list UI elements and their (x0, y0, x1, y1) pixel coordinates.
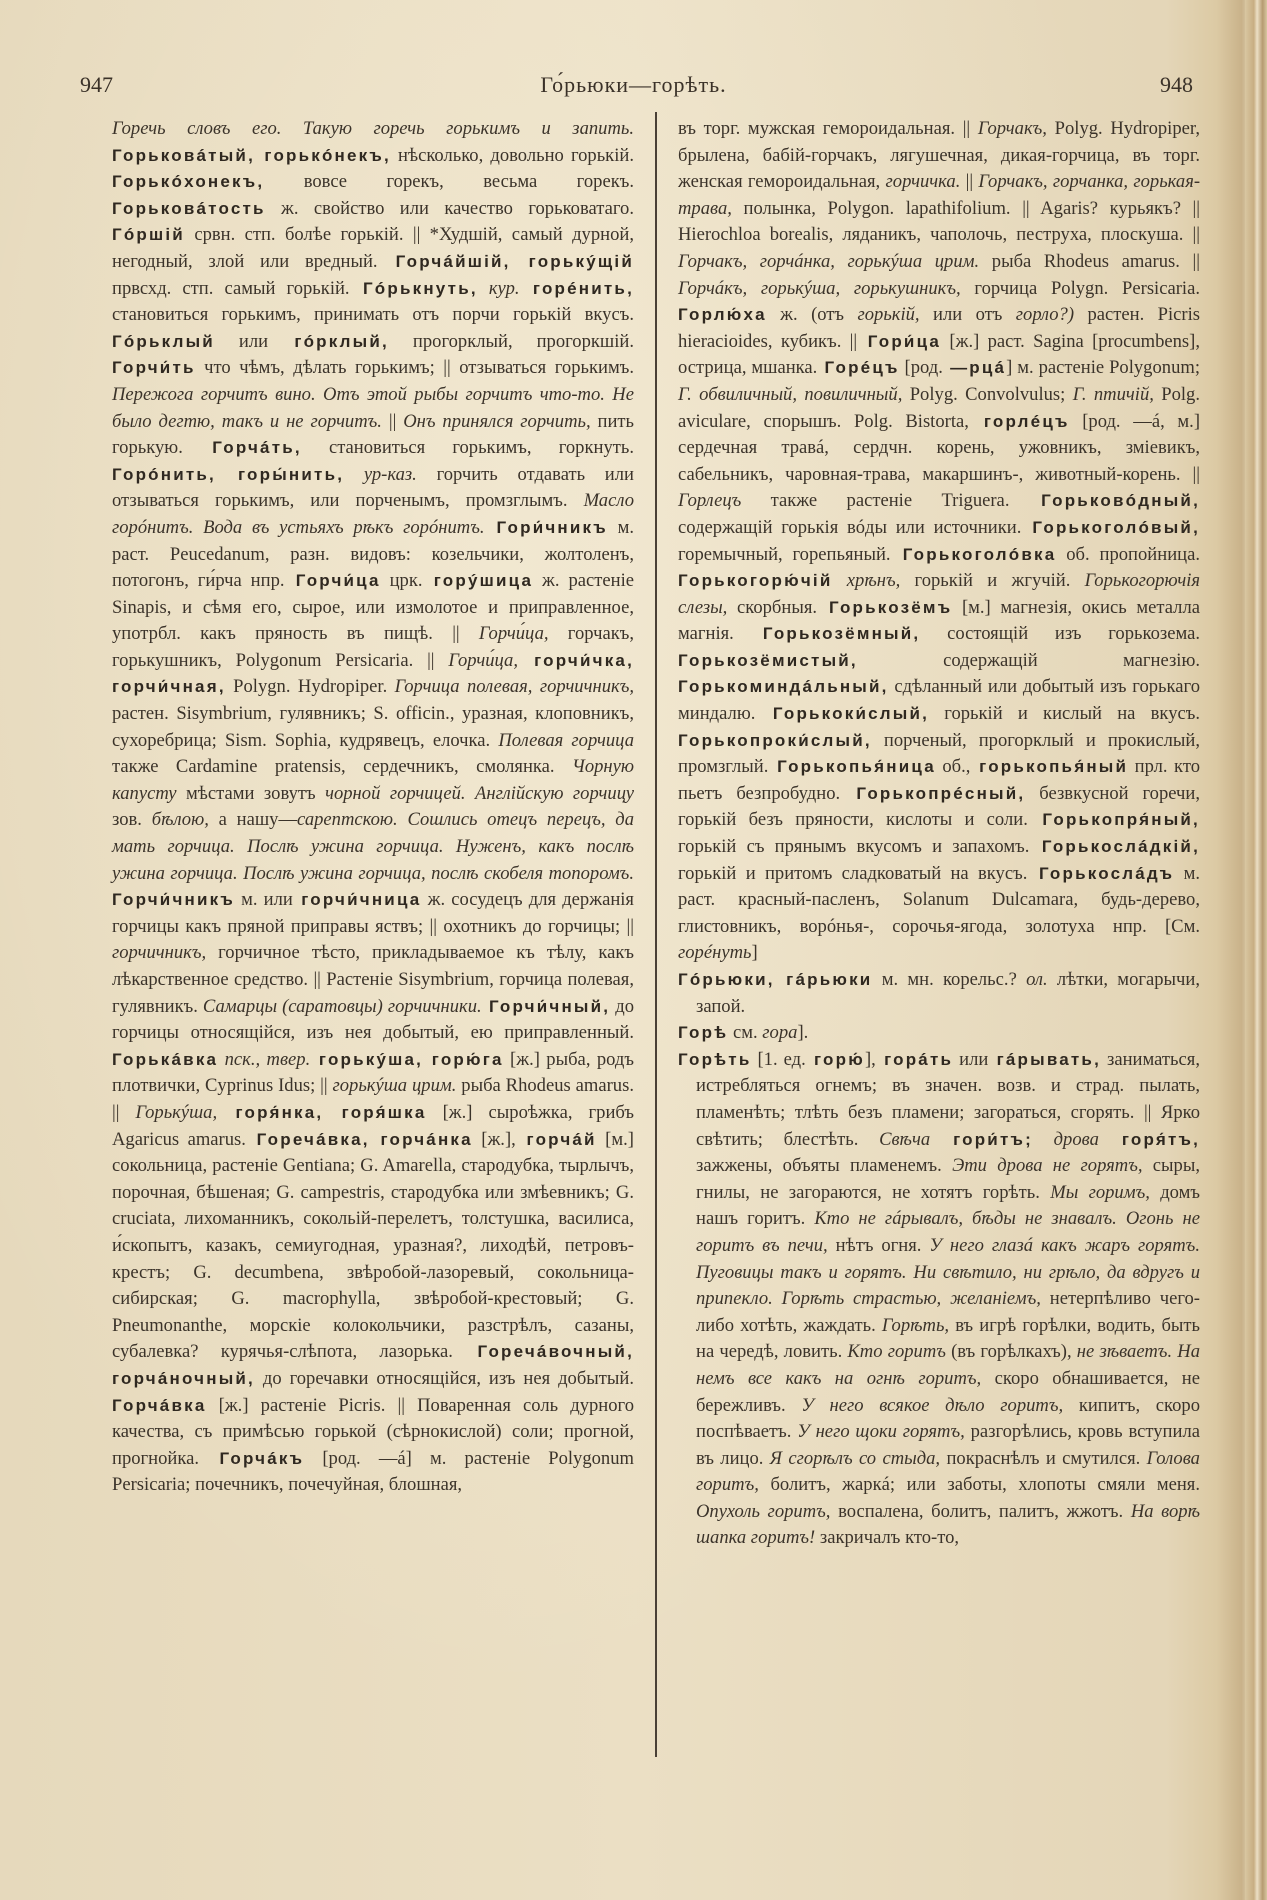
headword: Гóрьклый (112, 331, 215, 351)
example-text: Голова горитъ, (696, 1447, 1200, 1496)
example-text: горéнуть (678, 942, 752, 964)
definition-text: пить горькую. (112, 410, 635, 459)
headword: Горчáть, (182, 438, 302, 458)
definition-text: [м.] сокольница, растеніе Gentiana; G. Amarella, стародубка, тырлычъ, порочная, бѣшеная; G. campestris, стародубка или змѣевникъ; G. cruciata, лихоманникъ, сокольій-перелетъ, толстушка, василиса, и́скопытъ, казакъ, семиугодная, уразная?, лиходѣй, петровъ-крестъ; G. decumbena, звѣробой-лазоревый, сокольница-сибирская; G. macrophylla, звѣробой-крестовый; G. Pneumonanthe, морскіе колокольчики, разстрѣлъ, сазаны, субалевка? курячья-слѣпота, лазорька. (112, 1128, 634, 1363)
definition-text: лѣтки, могарычи, запой. (696, 969, 1200, 1017)
example-text: Горчи́ца, (434, 649, 518, 671)
column-divider (655, 112, 657, 1757)
example-text: Горчакъ, горчанка, горькая-трава, (678, 171, 1201, 219)
dictionary-entry (678, 967, 1200, 1020)
example-text: горчичникъ, (112, 942, 207, 964)
example-text: дрова (1032, 1128, 1099, 1150)
definition-text: [ж.] раст. Sagina [procumbens], острица, мшанка. (678, 330, 1201, 379)
definition-text: [ж.] рыба, родъ плотвички, Cyprinus Idus; || (112, 1048, 634, 1097)
definition-text: мѣстами зовутъ (176, 782, 316, 804)
definition-text: нѣтъ огня. (827, 1234, 922, 1256)
definition-text: становиться горькимъ, горкнуть. (301, 437, 634, 459)
definition-text: сдѣланный или добытый изъ горькаго миндалю. (678, 676, 1200, 725)
definition-text: прогорклый, прогоркшій. (388, 330, 634, 352)
headword: горлéцъ (968, 411, 1070, 431)
headword: Горчáкъ (199, 1448, 305, 1468)
definition-text: горчичное тѣсто, прикладываемое къ тѣлу, какъ лѣкарственное средство. || Растеніе Sisymbrium, горчица полевая, гулявникъ. (112, 942, 634, 1017)
definition-text: сыры, гнилы, не загораются, не хотятъ горѣть. (696, 1155, 1200, 1203)
example-text: Чорную капусту (112, 756, 635, 804)
headword: —рцá (942, 358, 1007, 378)
definition-text: срвн. стп. болѣе горькій. || *Худшій, самый дурной, негодный, злой или вредный. (112, 224, 634, 272)
definition-text: что чѣмъ, дѣлать горькимъ; || отзываться горькимъ. (195, 357, 634, 379)
definition-text: полынка, Polygon. lapathifolium. || Agaris? курьякъ? || Hierochloa borealis, ляданикъ, чаполочь, пеструха, плоскуша. || (678, 197, 1200, 246)
definition-text: болитъ, жаркá; или заботы, хлопоты смяли меня. (758, 1474, 1200, 1496)
example-text: У него глазá какъ жаръ горятъ. Пуговицы такъ и горятъ. Ни свѣтило, ни грѣло, да вдругъ и припекло. Горѣть страстью, желаніемъ, (696, 1234, 1200, 1310)
page-number-right: 948 (1160, 72, 1193, 97)
example-text: Горчáкъ, горькýша, горькушникъ, (678, 277, 961, 299)
example-text: Онъ принялся горчить, (396, 410, 591, 432)
headword: горáть (875, 1049, 954, 1069)
example-text: пск., твер. (218, 1048, 311, 1070)
definition-text: [род. —á] м. растеніе Polygonum Persicaria; почечникъ, почечуйная, блошная, (112, 1447, 634, 1496)
definition-text: ] м. растеніе Polygonum; (1006, 357, 1201, 379)
example-text: У него щоки горятъ, (791, 1421, 965, 1443)
definition-text: рыба Rhodeus amarus. || (112, 1075, 634, 1123)
example-text: Полевая горчица (490, 729, 635, 751)
headword: гáрывать, (988, 1049, 1102, 1069)
definition-text: содержащій магнезію. (857, 649, 1200, 671)
page-edge (1245, 0, 1267, 1900)
headword: Горькогорю́чій (678, 571, 833, 591)
example-text: Кто горитъ (842, 1341, 946, 1363)
definition-text: ж. (отъ (766, 304, 845, 326)
definition-text: горькій и кислый на вкусъ. (929, 703, 1201, 725)
headword: горькýша, горю́га (310, 1049, 504, 1069)
example-text: горькій, (844, 304, 920, 326)
headword: Горькослáдъ (1027, 863, 1175, 883)
example-text: Кто не гáрывалъ, бѣды не знавалъ. Огонь не горитъ въ печи, (696, 1208, 1200, 1256)
headword: Горчи́чный, (481, 996, 611, 1016)
headword: горчи́чка, горчи́чная, (112, 650, 634, 697)
definition-text: безвкусной горечи, горькій безъ пряности, кислоты и соли. (678, 782, 1200, 831)
example-text: горло?) (1002, 304, 1075, 326)
headword: горя́нка, горя́шка (217, 1102, 427, 1122)
definition-text: порченый, прогорклый и прокислый, промзглый. (678, 729, 1200, 778)
example-text: горчичка. (880, 171, 961, 193)
definition-text: [род. —á, м.] сердечная травá, сердчн. корень, ужовникъ, зміевикъ, сабельникъ, чаровная-трава, макаршинъ-, животный-корень. || (678, 410, 1201, 485)
definition-text: [род. (899, 357, 943, 379)
definition-text: [1. ед. (751, 1048, 806, 1070)
definition-text: кипитъ, скоро поспѣваетъ. (696, 1394, 1200, 1443)
definition-text: [м.] магнезія, окись металла магнія. (678, 596, 1200, 645)
definition-text: ]. (797, 1022, 809, 1044)
headword: Горечáвка, горчáнка (245, 1129, 473, 1149)
example-text: Горчица полевая, горчичникъ, (387, 676, 634, 698)
headword: Горчи́чникъ (112, 890, 235, 910)
definition-text: м. мн. корельс.? (872, 969, 1017, 990)
headword: Горькоки́слый, (755, 704, 930, 724)
definition-text: м. раст. Peucedanum, разн. видовъ: козельчики, жолтоленъ, потогонъ, ги́рча нпр. (112, 516, 634, 592)
definition-text: ж. растеніе Sinapis, и сѣмя его, сырое, или измолотое и приправленное, употрбл. какъ пряность въ пищѣ. || (112, 570, 635, 645)
definition-text: закричалъ кто-то, (815, 1527, 960, 1549)
headword: горчáй (515, 1129, 597, 1149)
headword: Горчáвка (112, 1395, 207, 1415)
headword: Горькозёмный, (733, 624, 921, 644)
example-text: сарептскою. Сошлись отецъ перецъ, да мать горчица. Послѣ ужина горчица. Нуженъ, какъ послѣ ужина горчица. Послѣ ужина горчица, послѣ скобеля топоромъ. (112, 809, 634, 884)
example-text: Пережога горчитъ вино. Отъ этой рыбы горчитъ что-то. Не было дегтю, такъ и не горчитъ. (112, 383, 634, 432)
definition-text: содержащій горькія вóды или источники. (678, 516, 1022, 538)
example-text: Горчи́ца, (459, 623, 549, 645)
headword: Горькопря́ный, (1027, 810, 1200, 830)
definition-text: ж. сосудецъ для держанія горчицы какъ пряной приправы яствъ; || охотникъ до горчицы; || (112, 889, 634, 937)
definition-text: горькій съ прянымъ вкусомъ и запахомъ. (678, 836, 1030, 858)
example-text: Горькýша, (119, 1101, 218, 1123)
headword: горéнить, (519, 278, 634, 298)
headword: горýшица (422, 571, 534, 591)
definition-text: въ торг. мужская гемороидальная. || (678, 118, 971, 139)
example-text: Горлецъ (678, 490, 742, 512)
headword: Горькáвка (112, 1049, 219, 1069)
headword: горя́тъ, (1098, 1129, 1201, 1149)
headword: Горѣ (678, 1023, 729, 1043)
headword: Горéцъ (817, 358, 900, 378)
example-text: Горчакъ, (970, 118, 1047, 139)
headword: Горькопроки́слый, (678, 730, 872, 750)
headword: Горѣть (678, 1049, 752, 1069)
headword: Горькóхонекъ, (112, 172, 265, 192)
definition-text: растен. Sisymbrium, гулявникъ; S. officin., уразная, клоповникъ, сухоребрица; Sism. Sophia, кудрявецъ, елочка. (112, 703, 634, 751)
example-text: Масло горóнитъ. Вода въ устьяхъ рѣкъ горóнитъ. (112, 490, 634, 538)
definition-text: въ игрѣ горѣлки, водить, быть на чередѣ, ловить. (696, 1314, 1201, 1363)
example-text: ур-каз. (344, 463, 417, 485)
definition-text: до горчицы относящійся, изъ нея добытый, ею приправленный. (112, 995, 634, 1044)
definition-text: Polyg. Convolvulus; (902, 383, 1066, 405)
headword: Горькопрéсный, (840, 783, 1026, 803)
headword: Горькоминдáльный, (678, 677, 889, 697)
definition-text: ] (751, 942, 758, 964)
definition-text: || (381, 410, 397, 432)
definition-text: првсхд. стп. самый горькій. (112, 277, 350, 299)
running-title: Го́рьюки—горѣть. (540, 72, 727, 97)
definition-text: горемычный, горепьяный. (678, 543, 891, 565)
definition-text: или (214, 330, 269, 352)
example-text: Г. обвиличный, повиличный, (678, 383, 903, 405)
definition-text: покраснѣлъ и смутился. (940, 1447, 1141, 1469)
example-text: Горѣть, (875, 1314, 950, 1336)
headword: Горлю́ха (678, 305, 767, 325)
headword: Горькоголóвый, (1021, 517, 1200, 537)
definition-text: (въ горѣлкахъ), (945, 1341, 1072, 1363)
definition-text: а нашу— (208, 809, 298, 831)
definition-text: прл. кто пьетъ безпробудно. (678, 756, 1200, 804)
definition-text: горчица Polygn. Persicaria. (960, 277, 1200, 299)
definition-text: или отъ (919, 304, 1003, 326)
column-right (678, 116, 1200, 1552)
definition-text: Polyg. Hydropiper, брылена, бабій-горчакъ, лягушечная, дикая-горчица, въ торг. женская гемороидальная, (678, 118, 1200, 193)
dictionary-entry (678, 1020, 1200, 1047)
headword: Горькоголóвка (890, 544, 1057, 564)
headword: Гóрькнуть, (349, 278, 478, 298)
dictionary-entry (678, 1047, 1200, 1552)
definition-text: рыба Rhodeus amarus. || (979, 250, 1200, 272)
definition-text: зажжены, объяты пламенемъ. (696, 1155, 942, 1177)
headword: Горóнить, горы́нить, (112, 464, 345, 484)
example-text: Г. птичій, (1065, 383, 1154, 405)
headword: гóрклый, (268, 331, 389, 351)
definition-text: м. или (234, 889, 293, 911)
definition-text: Polg. aviculare, спорышъ. Polg. Bistorta, (678, 383, 1200, 432)
definition-text: горчить отдавать или отзываться горькимъ, или порченымъ, промзглымъ. (112, 463, 634, 512)
definition-text: состоящій изъ горькозема. (920, 623, 1201, 645)
column-right-text (678, 116, 1200, 967)
example-text: Эти дрова не горятъ, (941, 1155, 1143, 1177)
definition-text: разгорѣлись, кровь вступила въ лицо. (696, 1421, 1200, 1469)
definition-text: [ж.] растеніе Picris. || Поваренная соль дурного качества, съ примѣсью горькой (сѣрнокислой) соли; прогной, прогнойка. (112, 1394, 634, 1469)
definition-text: вовсе горекъ, весьма горекъ. (264, 171, 634, 193)
definition-text: также растеніе Triguera. (741, 490, 1010, 512)
definition-text: становиться горькимъ, принимать отъ порчи горькій вкусъ. (112, 304, 634, 326)
example-text: Горчакъ, горчáнка, горькýша црим. (678, 250, 980, 272)
definition-text: до горечавки относящійся, изъ нея добытый. (255, 1367, 634, 1389)
definition-text: нетерпѣливо чего-либо хотѣть, жаждать. (696, 1288, 1200, 1336)
headword: Гори́ца (857, 331, 942, 351)
definition-text: ж. свойство или качество горьковатаго. (265, 197, 634, 219)
definition-text: или (953, 1048, 989, 1070)
headword: Горькопья́ница (768, 757, 936, 777)
headword: Горьковáтость (112, 198, 266, 218)
headword: горю́ (805, 1049, 865, 1069)
definition-text: нѣсколько, довольно горькій. (390, 144, 634, 166)
headword: Горчи́ть (112, 358, 196, 378)
column-left (112, 116, 634, 1499)
definition-text: горькій и жгучій. (900, 570, 1071, 592)
example-text: Я сгорѣлъ со стыда, (763, 1447, 941, 1469)
example-text: не зѣваетъ. На немъ все какъ на огнѣ горитъ, (696, 1341, 1200, 1389)
headword: Горечáвочный, горчáночный, (112, 1342, 634, 1388)
example-text: Самарцы (саратовцы) горчичники. (197, 995, 482, 1017)
headword: горчи́чница (292, 890, 422, 910)
example-text: Мы горимъ, (1039, 1181, 1150, 1203)
definition-text: об. пропойница. (1056, 543, 1200, 565)
definition-text: домъ нашъ горитъ. (696, 1181, 1200, 1230)
definition-text: Polygn. Hydropiper. (225, 676, 388, 698)
example-text: Опухоль горитъ, (696, 1500, 831, 1522)
definition-text: об., (935, 756, 971, 778)
example-text: горькýша црим. (327, 1075, 457, 1097)
headword: гори́тъ; (930, 1129, 1033, 1149)
example-text: Горечь словъ его. Такую горечь горькимъ и запить. (112, 118, 634, 139)
headword: Горькослáдкій, (1029, 837, 1200, 857)
definition-text: зов. (112, 809, 142, 831)
example-text: хрѣнъ, (832, 570, 901, 592)
definition-text: [ж.] сыроѣжка, грибъ Agaricus amarus. (112, 1101, 635, 1150)
example-text: бѣлою, (141, 809, 209, 831)
definition-text: црк. (380, 570, 423, 592)
headword: Горчи́ца (284, 571, 381, 591)
example-text: Свѣча (858, 1128, 931, 1150)
definition-text: растен. Picris hieracioides, кубикъ. || (678, 304, 1200, 352)
headword: Горьковóдный, (1009, 491, 1200, 511)
column-left-text (112, 116, 634, 1499)
definition-text: || (960, 171, 974, 193)
example-text: ол. (1016, 969, 1048, 990)
headword: горькопья́ный (970, 757, 1129, 777)
definition-text: также Cardamine pratensis, сердечникъ, смолянка. (112, 756, 555, 778)
headword: Горчáйшій, горькýщій (377, 251, 634, 271)
page-number-left: 947 (80, 72, 113, 97)
headword: Гóршій (112, 225, 185, 245)
definition-text: м. раст. красный-пасленъ, Solanum Dulcamara, будь-дерево, глистовникъ, ворóнья-, сорочья-ягода, золотуха нпр. [См. (678, 862, 1200, 937)
headword: Горьковáтый, горькóнекъ, (112, 145, 391, 165)
headword: Горькозёмистый, (678, 650, 858, 670)
definition-text: ], (864, 1048, 876, 1070)
definition-text: скоро обнашивается, не бережливъ. (696, 1367, 1200, 1416)
definition-text: воспалена, болитъ, палитъ, жжотъ. (830, 1500, 1124, 1522)
headword: Гóрьюки, гáрьюки (678, 970, 873, 989)
page-header (0, 72, 1267, 112)
definition-text: скорбныя. (727, 596, 818, 618)
definition-text: см. (728, 1022, 758, 1044)
example-text: кур. (477, 277, 520, 299)
example-text: Горькогорючія слезы, (678, 570, 1201, 618)
example-text: На ворѣ шапка горитъ! (696, 1500, 1201, 1549)
headword: Горькозёмъ (817, 597, 953, 617)
example-text: У него всякое дѣло горитъ, (785, 1394, 1064, 1416)
definition-text: горчакъ, горькушникъ, Polygonum Persicaria. || (112, 623, 635, 671)
example-text: гора (757, 1022, 798, 1044)
definition-text: горькій и притомъ сладковатый на вкусъ. (678, 862, 1028, 884)
example-text: чорной горчицей. Англійскую горчицу (315, 782, 634, 804)
headword: Гори́чникъ (484, 517, 608, 537)
definition-text: заниматься, истребляться огнемъ; въ значен. возв. и страд. пылать, пламенѣть; тлѣть безъ пламени; загораться, сгорять. || Ярко свѣтить; блестѣть. (696, 1048, 1200, 1150)
definition-text: [ж.], (472, 1128, 516, 1150)
